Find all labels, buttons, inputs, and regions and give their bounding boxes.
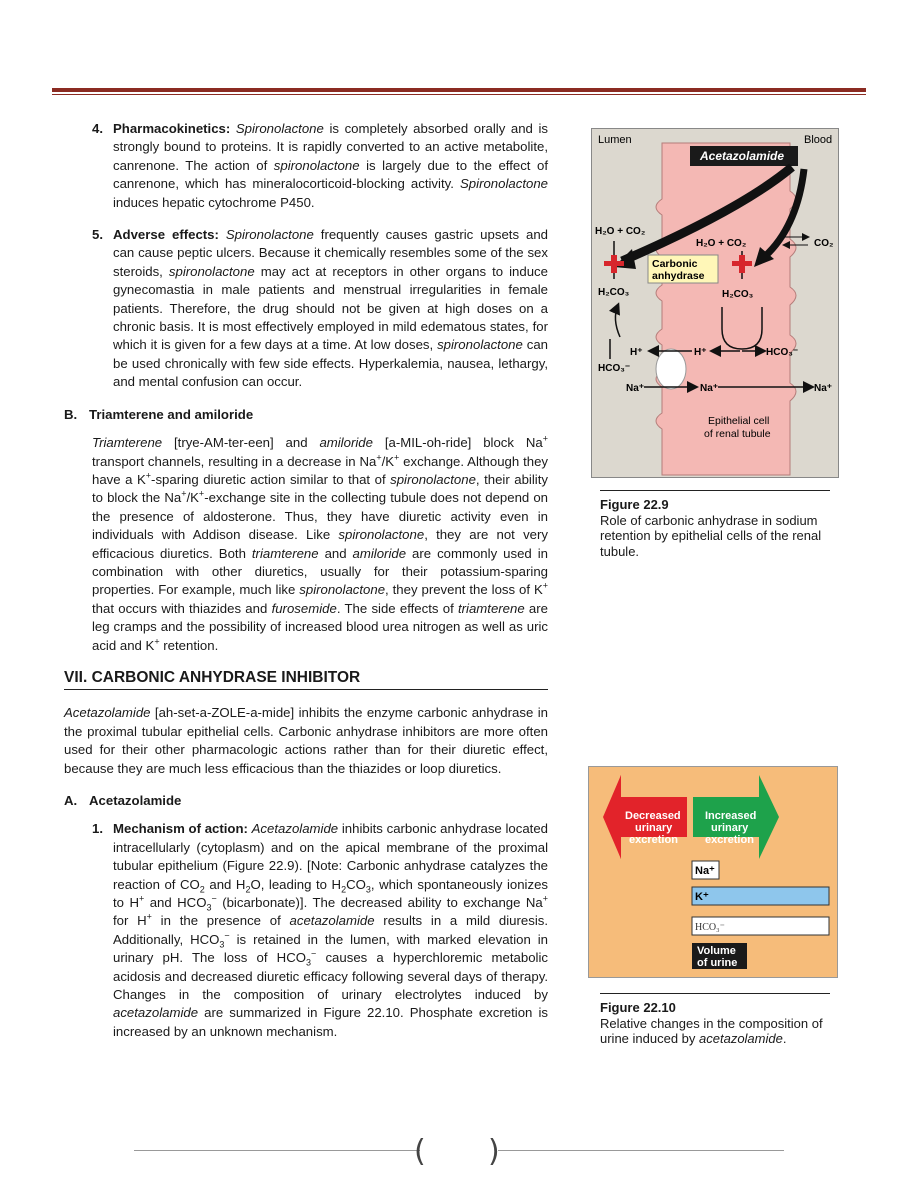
svg-text:K⁺: K⁺	[695, 891, 709, 903]
label-dec-excretion: excretion	[629, 834, 678, 846]
item-lead: Adverse effects:	[113, 227, 219, 243]
label-lumen: Lumen	[598, 134, 632, 146]
section-heading-carbonic-anhydrase: VII. CARBONIC ANHYDRASE INHIBITOR	[64, 669, 548, 690]
label-epithelial-cell: Epithelial cell	[708, 415, 770, 427]
item-adverse-effects: 5. Adverse effects: Spironolactone frequently causes gastric upsets and can cause peptic ulcers. Because it chemically resembles some of the sex steroids, spironolactone may act at receptors in other organs to induce gynecomastia in male patients and menstrual irregularities in female patients. Therefore, the drug should not be given at high doses on a chronic basis. It is most effectively employed in mild edematous states, for which it is given for a few days at a time. At low doses, spironolactone can be used chronically with few side effects. Hyperkalemia, nausea, lethargy, and mental confusion can occur.	[92, 227, 548, 390]
label-hco3-right: HCO₃⁻	[766, 347, 799, 358]
label-decreased: Decreased	[625, 810, 681, 822]
footer-bracket-right: )	[488, 1134, 500, 1169]
label-dec-urinary: urinary	[635, 822, 673, 834]
subheading-triamterene: B. Triamterene and amiloride	[64, 406, 254, 422]
label-blood: Blood	[804, 134, 833, 146]
figure-22-9-text: Role of carbonic anhydrase in sodium retention by epithelial cells of the renal tubule.	[600, 512, 822, 559]
figure-22-10-caption	[600, 993, 830, 1047]
label-h2co3-left: H₂CO₃	[598, 287, 630, 298]
paragraph-triamterene: Triamterene [trye-AM-ter-een] and amiloride [a-MIL-oh-ride] block Na+ transport channels, resulting in a decrease in Na+/K+ exchange. Although they have a K+-sparing diuretic action similar to that of spironolactone, their ability to block the Na+/K+-exchange site in the collecting tubule does not depend on the presence of aldosterone. Thus, they have diuretic activity even in individuals with Addison disease. Like spironolactone, they are not very efficacious diuretics. Both triamterene and amiloride are commonly used in combination with other diuretics, usually for their potassium-sparing properties. For example, much like spironolactone, they prevent the loss of K+ that occurs with thiazides and furosemide. The side effects of triamterene are leg cramps and the possibility of increased blood urea nitrogen as well as uric acid and K+ retention.	[92, 433, 549, 653]
label-na-left: Na⁺	[626, 383, 645, 394]
label-hco3-left: HCO₃⁻	[598, 363, 631, 374]
header-rule	[52, 88, 866, 92]
label-h2o-co2-left: H₂O + CO₂	[595, 226, 646, 237]
label-renal-tubule: of renal tubule	[704, 428, 771, 440]
label-na-mid: Na⁺	[700, 383, 719, 394]
figure-22-10-title: Figure 22.10	[600, 1000, 676, 1015]
footer-rule-right	[498, 1150, 784, 1151]
svg-text:of urine: of urine	[697, 957, 738, 969]
item-lead: Pharmacokinetics:	[113, 121, 231, 136]
figure-22-9-caption	[600, 490, 830, 559]
label-co2: CO₂	[814, 238, 834, 249]
label-na-right: Na⁺	[814, 383, 833, 394]
svg-text:HCO₃⁻: HCO₃⁻	[695, 922, 725, 933]
label-inc-excretion: excretion	[705, 834, 754, 846]
label-hplus-mid: H⁺	[694, 347, 707, 358]
label-acetazolamide: Acetazolamide	[700, 149, 785, 163]
bar-k	[692, 887, 829, 905]
label-h2co3-right: H₂CO₃	[722, 289, 754, 300]
svg-text:Na⁺: Na⁺	[695, 865, 715, 877]
transporter-oval	[656, 349, 686, 389]
label-h2o-co2-right: H₂O + CO₂	[696, 238, 747, 249]
item-lead: Mechanism of action:	[113, 821, 248, 837]
header-rule-thin	[52, 94, 866, 95]
label-increased: Increased	[705, 810, 757, 822]
label-inc-urinary: urinary	[711, 822, 749, 834]
main-text-column	[64, 120, 548, 1041]
item-pharmacokinetics: 4. Pharmacokinetics: Spironolactone is completely absorbed orally and is strongly bound to proteins. It is rapidly converted to an active metabolite, canrenone. The action of spironolactone is largely due to the effect of canrenone, which has mineralocorticoid-blocking activity. Spironolactone induces hepatic cytochrome P450.	[92, 121, 548, 210]
figure-22-9-diagram	[591, 128, 839, 478]
footer-rule-left	[134, 1150, 420, 1151]
figure-22-10-text: Relative changes in the composition of urine induced by acetazolamide.	[600, 1015, 823, 1046]
subheading-acetazolamide: A. Acetazolamide	[64, 793, 182, 808]
footer-bracket-left: (	[414, 1134, 426, 1169]
label-hplus-left: H⁺	[630, 347, 643, 358]
paragraph-carbonic-anhydrase: Acetazolamide [ah-set-a-ZOLE-a-mide] inhibits the enzyme carbonic anhydrase in the proximal tubular epithelial cells. Carbonic anhydrase inhibitors are more often used for their other pharmacologic actions rather than for their diuretic effect, because they are much less efficacious than the thiazides or loop diuretics.	[64, 705, 548, 776]
figure-22-10-diagram	[588, 766, 838, 978]
label-carbonic: Carbonic	[652, 258, 698, 270]
svg-text:Volume: Volume	[697, 945, 736, 957]
label-anhydrase: anhydrase	[652, 270, 705, 282]
figure-22-9-title: Figure 22.9	[600, 497, 669, 512]
item-mechanism-of-action: 1. Mechanism of action: Acetazolamide inhibits carbonic anhydrase located intracellularly (cytoplasm) and on the apical membrane of the proximal tubular epithelium (Figure 22.9). [Note: Carbonic anhydrase catalyzes the reaction of $CO_2$ and $H_2O$, leading to $H_2CO_3$, which spontaneously ionizes to H+ and $HCO_3^-$ (bicarbonate)]. The decreased ability to exchange Na+ for H+ in the presence of acetazolamide results in a mild diuresis. Additionally, $HCO_3^-$ is retained in the lumen, with marked elevation in urinary pH. The loss of $HCO_3^-$ causes a hyperchloremic metabolic acidosis and decreased diuretic efficacy following several days of therapy. Changes in the composition of urinary electrolytes induced by acetazolamide are summarized in Figure 22.10. Phosphate excretion is increased by an unknown mechanism.	[92, 821, 549, 1039]
